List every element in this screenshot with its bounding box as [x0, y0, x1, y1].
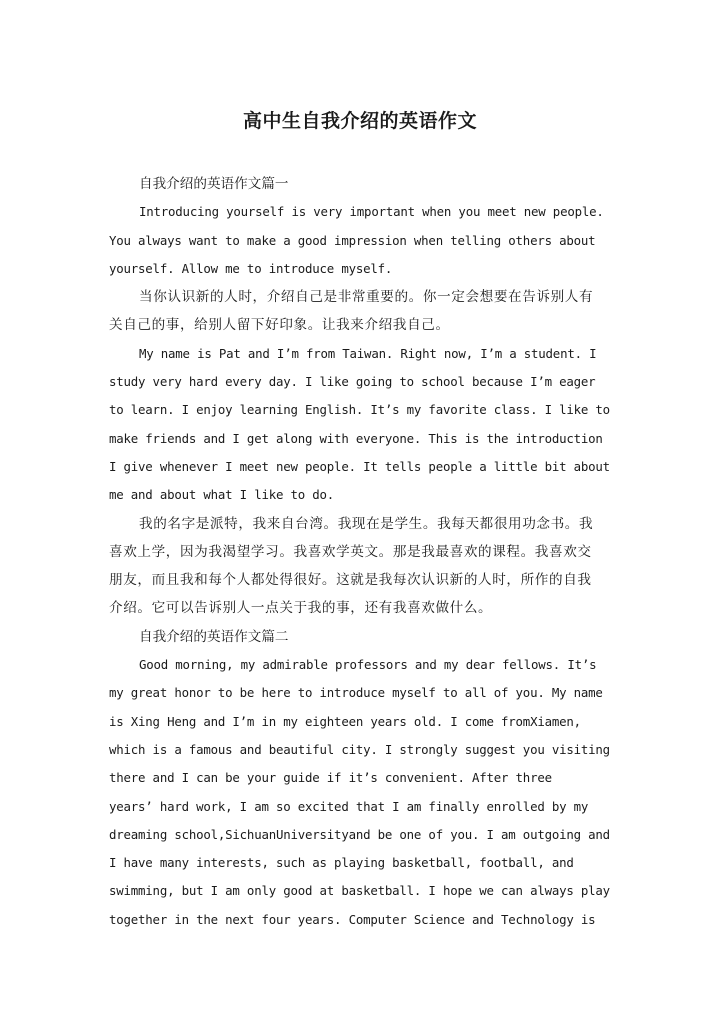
text-line: to learn. I enjoy learning English. It’s my favorite class. I like to: [109, 402, 610, 418]
paragraph-1-english: [109, 198, 613, 283]
text-line: dreaming school,SichuanUniversityand be one of you. I am outgoing and: [109, 826, 610, 842]
document-body: [109, 170, 613, 934]
text-line: 我的名字是派特，我来自台湾。我现在是学生。我每天都很用功念书。我: [139, 515, 594, 532]
text-line: which is a famous and beautiful city. I strongly suggest you visiting: [109, 741, 610, 757]
text-line: years’ hard work, I am so excited that I am finally enrolled by my: [109, 798, 589, 814]
section-heading-2: 自我介绍的英语作文篇二: [139, 628, 289, 645]
text-line: Introducing yourself is very important when you meet new people.: [139, 204, 604, 220]
text-line: You always want to make a good impression when telling others about: [109, 232, 596, 248]
text-line: yourself. Allow me to introduce myself.: [109, 260, 393, 276]
text-line: my great honor to be here to introduce myself to all of you. My name: [109, 685, 603, 701]
text-line: 朋友，而且我和每个人都处得很好。这就是我每次认识新的人时，所作的自我: [109, 572, 592, 589]
document-title: 高中生自我介绍的英语作文: [242, 110, 477, 132]
text-line: is Xing Heng and I’m in my eighteen years old. I come fromXiamen,: [109, 713, 581, 729]
text-line: My name is Pat and I’m from Taiwan. Right now, I’m a student. I: [139, 345, 597, 361]
text-line: study very hard every day. I like going to school because I’m eager: [109, 374, 596, 390]
section-heading-1: 自我介绍的英语作文篇一: [139, 176, 289, 192]
text-line: make friends and I get along with everyone. This is the introduction: [109, 430, 603, 446]
paragraph-3-english: [109, 651, 613, 934]
text-line: together in the next four years. Computer Science and Technology is: [109, 911, 596, 927]
text-line: 关自己的事，给别人留下好印象。让我来介绍我自己。: [109, 317, 450, 334]
text-line: 喜欢上学，因为我渴望学习。我喜欢学英文。那是我最喜欢的课程。我喜欢交: [109, 543, 592, 560]
text-line: I have many interests, such as playing basketball, football, and: [109, 855, 574, 871]
paragraph-1-chinese: [109, 283, 613, 340]
paragraph-2-english: [109, 340, 613, 510]
text-line: there and I can be your guide if it’s convenient. After three: [109, 770, 552, 786]
text-line: Good morning, my admirable professors and my dear fellows. It’s: [139, 657, 597, 673]
text-line: 当你认识新的人时，介绍自己是非常重要的。你一定会想要在告诉别人有: [139, 289, 594, 306]
text-line: I give whenever I meet new people. It tells people a little bit about: [109, 458, 610, 474]
text-line: 介绍。它可以告诉别人一点关于我的事，还有我喜欢做什么。: [109, 600, 493, 617]
text-line: me and about what I like to do.: [109, 487, 335, 503]
paragraph-2-chinese: [109, 510, 613, 623]
text-line: swimming, but I am only good at basketball. I hope we can always play: [109, 883, 610, 899]
